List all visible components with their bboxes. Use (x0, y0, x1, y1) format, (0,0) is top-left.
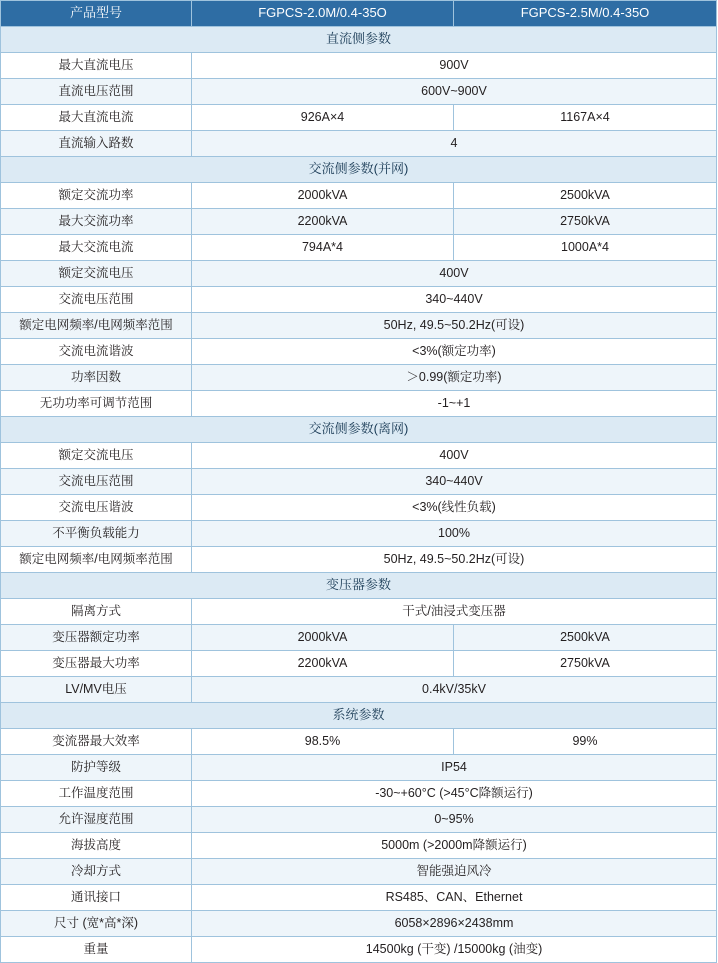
row-value-shared: <3%(线性负载) (192, 495, 717, 521)
table-row (1, 677, 717, 703)
section-title: 系统参数 (1, 703, 717, 729)
row-label: 变压器最大功率 (1, 651, 192, 677)
row-label: 无功功率可调节范围 (1, 391, 192, 417)
row-label: 海拔高度 (1, 833, 192, 859)
table-row (1, 833, 717, 859)
table-row (1, 859, 717, 885)
row-value-model-b: 99% (454, 729, 717, 755)
row-label: 最大直流电压 (1, 53, 192, 79)
table-row (1, 209, 717, 235)
row-value-shared: 50Hz, 49.5~50.2Hz(可设) (192, 313, 717, 339)
row-value-model-a: 794A*4 (192, 235, 454, 261)
table-row (1, 521, 717, 547)
row-value-shared: ＞0.99(额定功率) (192, 365, 717, 391)
row-value-shared: 智能强迫风冷 (192, 859, 717, 885)
table-row (1, 729, 717, 755)
table-row (1, 599, 717, 625)
table-row (1, 885, 717, 911)
row-label: 交流电压谐波 (1, 495, 192, 521)
table-row (1, 105, 717, 131)
section-header-row (1, 573, 717, 599)
row-label: 不平衡负载能力 (1, 521, 192, 547)
table-row (1, 313, 717, 339)
row-label: 冷却方式 (1, 859, 192, 885)
row-value-model-a: 2200kVA (192, 651, 454, 677)
table-row (1, 339, 717, 365)
row-value-shared: 6058×2896×2438mm (192, 911, 717, 937)
row-label: 功率因数 (1, 365, 192, 391)
table-row (1, 131, 717, 157)
row-label: 直流电压范围 (1, 79, 192, 105)
row-label: 防护等级 (1, 755, 192, 781)
row-value-shared: -30~+60°C (>45°C降额运行) (192, 781, 717, 807)
section-title: 交流侧参数(并网) (1, 157, 717, 183)
table-row (1, 469, 717, 495)
row-value-shared: 0.4kV/35kV (192, 677, 717, 703)
row-label: 最大交流功率 (1, 209, 192, 235)
row-value-shared: 400V (192, 261, 717, 287)
row-label: LV/MV电压 (1, 677, 192, 703)
row-value-shared: 900V (192, 53, 717, 79)
row-label: 允许湿度范围 (1, 807, 192, 833)
header-cell-model-b: FGPCS-2.5M/0.4-35O (454, 1, 717, 27)
table-row (1, 443, 717, 469)
table-row (1, 287, 717, 313)
row-label: 工作温度范围 (1, 781, 192, 807)
row-label: 额定交流电压 (1, 443, 192, 469)
row-value-shared: 50Hz, 49.5~50.2Hz(可设) (192, 547, 717, 573)
row-label: 重量 (1, 937, 192, 963)
row-value-shared: 340~440V (192, 287, 717, 313)
table-row (1, 937, 717, 963)
row-label: 最大交流电流 (1, 235, 192, 261)
row-value-model-b: 2500kVA (454, 183, 717, 209)
table-header-row (1, 1, 717, 27)
row-label: 变压器额定功率 (1, 625, 192, 651)
section-title: 变压器参数 (1, 573, 717, 599)
row-value-shared: RS485、CAN、Ethernet (192, 885, 717, 911)
row-label: 额定电网频率/电网频率范围 (1, 313, 192, 339)
table-row (1, 755, 717, 781)
row-label: 交流电压范围 (1, 287, 192, 313)
row-value-shared: -1~+1 (192, 391, 717, 417)
row-value-model-b: 1000A*4 (454, 235, 717, 261)
row-label: 交流电压范围 (1, 469, 192, 495)
row-label: 额定电网频率/电网频率范围 (1, 547, 192, 573)
row-value-shared: 600V~900V (192, 79, 717, 105)
row-value-model-a: 2000kVA (192, 625, 454, 651)
table-row (1, 79, 717, 105)
table-row (1, 365, 717, 391)
row-value-shared: 340~440V (192, 469, 717, 495)
row-value-shared: IP54 (192, 755, 717, 781)
header-cell-model-label: 产品型号 (1, 1, 192, 27)
row-value-shared: 4 (192, 131, 717, 157)
row-label: 尺寸 (宽*高*深) (1, 911, 192, 937)
table-row (1, 781, 717, 807)
row-value-shared: 400V (192, 443, 717, 469)
row-value-shared: <3%(额定功率) (192, 339, 717, 365)
table-body (1, 27, 717, 963)
table-row (1, 53, 717, 79)
row-value-shared: 14500kg (干变) /15000kg (油变) (192, 937, 717, 963)
section-header-row (1, 417, 717, 443)
table-row (1, 651, 717, 677)
table-row (1, 495, 717, 521)
table-row (1, 261, 717, 287)
section-title: 直流侧参数 (1, 27, 717, 53)
row-value-model-b: 1167A×4 (454, 105, 717, 131)
row-value-shared: 0~95% (192, 807, 717, 833)
row-value-shared: 干式/油浸式变压器 (192, 599, 717, 625)
row-label: 额定交流功率 (1, 183, 192, 209)
table-row (1, 625, 717, 651)
section-header-row (1, 157, 717, 183)
header-cell-model-a: FGPCS-2.0M/0.4-35O (192, 1, 454, 27)
row-value-model-b: 2500kVA (454, 625, 717, 651)
table-row (1, 911, 717, 937)
table-row (1, 807, 717, 833)
row-label: 最大直流电流 (1, 105, 192, 131)
table-row (1, 235, 717, 261)
row-value-model-b: 2750kVA (454, 209, 717, 235)
row-value-model-a: 926A×4 (192, 105, 454, 131)
row-value-model-b: 2750kVA (454, 651, 717, 677)
row-label: 直流输入路数 (1, 131, 192, 157)
section-header-row (1, 703, 717, 729)
row-value-model-a: 2200kVA (192, 209, 454, 235)
row-value-model-a: 2000kVA (192, 183, 454, 209)
row-value-shared: 5000m (>2000m降额运行) (192, 833, 717, 859)
row-label: 变流器最大效率 (1, 729, 192, 755)
row-label: 隔离方式 (1, 599, 192, 625)
row-label: 额定交流电压 (1, 261, 192, 287)
section-header-row (1, 27, 717, 53)
row-value-shared: 100% (192, 521, 717, 547)
table-row (1, 183, 717, 209)
row-label: 交流电流谐波 (1, 339, 192, 365)
row-value-model-a: 98.5% (192, 729, 454, 755)
table-row (1, 547, 717, 573)
row-label: 通讯接口 (1, 885, 192, 911)
table-row (1, 391, 717, 417)
section-title: 交流侧参数(离网) (1, 417, 717, 443)
